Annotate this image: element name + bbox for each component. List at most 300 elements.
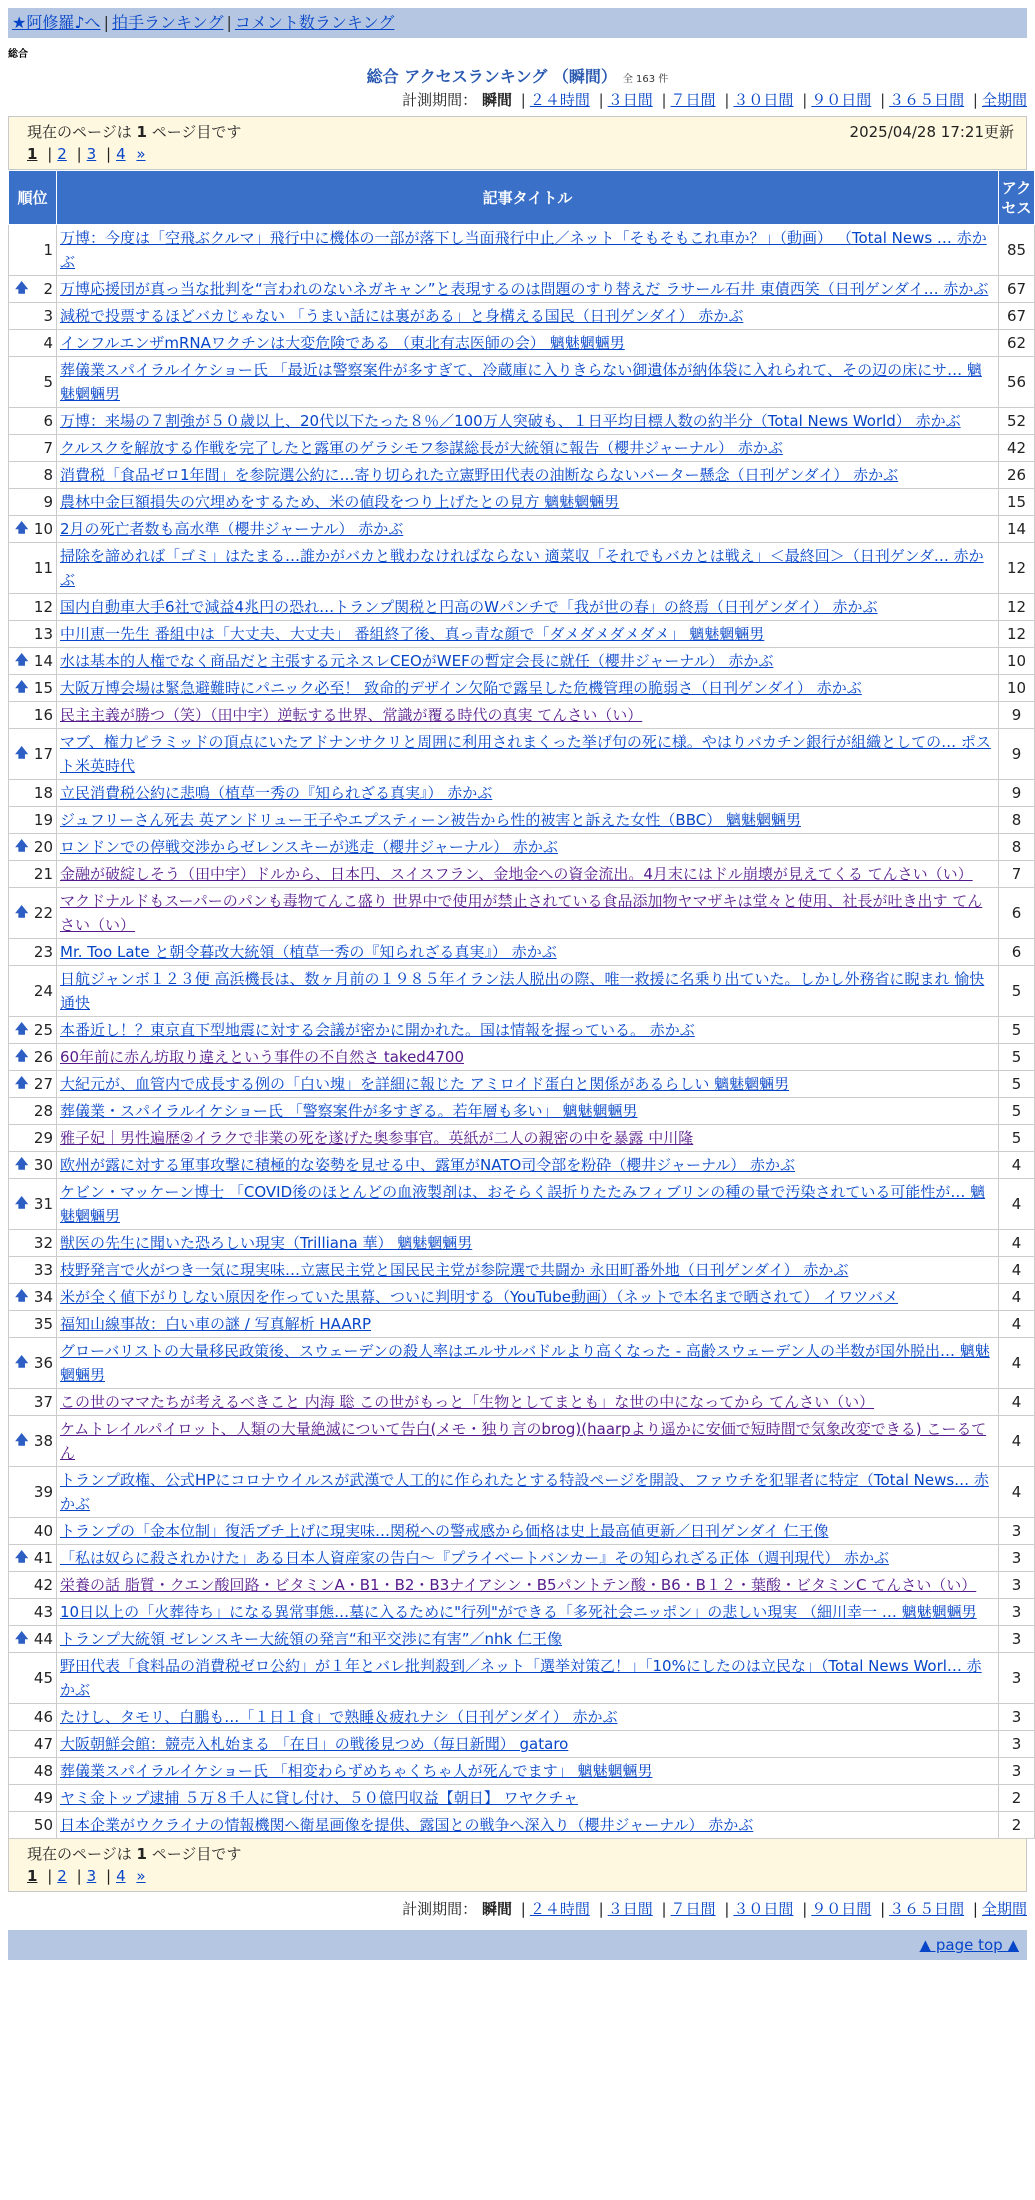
ranking-count: 全 163 件 xyxy=(622,74,669,85)
article-title-link[interactable]: マブ、権力ピラミッドの頂点にいたアドナンサクリと周囲に利用されまくった挙げ句の死に様。やはりバカチン銀行が組織としての… ポスト米英時代 xyxy=(60,733,991,775)
article-title-link[interactable]: ケビン・マッケーン博士 「COVID後のほとんどの血液製剤は、おそらく誤折りたたみフィブリンの種の量で汚染されている可能性が… 魑魅魍魎男 xyxy=(60,1183,986,1225)
article-title-link[interactable]: 60年前に赤ん坊取り違えという事件の不自然さ taked4700 xyxy=(60,1048,465,1066)
rank-cell xyxy=(9,1389,57,1416)
rank-number: 42 xyxy=(33,1576,53,1594)
access-count: 42 xyxy=(999,435,1035,462)
title-cell xyxy=(57,729,999,780)
article-title-link[interactable]: 福知山線事故：白い車の謎 / 写真解析 HAARP xyxy=(60,1315,372,1333)
access-count: 2 xyxy=(999,1812,1035,1839)
table-row xyxy=(9,1518,1035,1545)
access-count: 5 xyxy=(999,1044,1035,1071)
title-cell xyxy=(57,1704,999,1731)
title-cell xyxy=(57,888,999,939)
table-row xyxy=(9,1545,1035,1572)
up-arrow-icon: 🡅 xyxy=(15,680,29,695)
article-title-link[interactable]: 中川恵一先生 番組中は「大丈夫、大丈夫」 番組終了後、真っ青な顔で「ダメダメダメダメ」 魑魅魍魎男 xyxy=(60,625,765,643)
article-title-link[interactable]: 本番近し！？東京直下型地震に対する会議が密かに開かれた。国は情報を握っている。 赤かぶ xyxy=(60,1021,695,1039)
article-title-link[interactable]: ロンドンでの停戦交渉からゼレンスキーが逃走（櫻井ジャーナル） 赤かぶ xyxy=(60,838,558,856)
article-title-link[interactable]: Mr. Too Late と朝令暮改大統領（植草一秀の『知られざる真実』） 赤かぶ xyxy=(60,943,557,961)
period-link-30d[interactable]: ３０日間 xyxy=(733,1900,794,1918)
pager-top: 現在のページは 1 ページ目です 2025/04/28 17:21更新 1 | 2 | 3 | 4 » xyxy=(8,116,1027,170)
rank-number: 38 xyxy=(33,1432,53,1450)
top-nav-bar xyxy=(8,8,1027,38)
rank-cell xyxy=(9,462,57,489)
access-count: 4 xyxy=(999,1230,1035,1257)
rank-number: 31 xyxy=(33,1195,53,1213)
rank-cell xyxy=(9,489,57,516)
ranking-table xyxy=(8,170,1035,1839)
title-cell xyxy=(57,1731,999,1758)
rank-cell xyxy=(9,861,57,888)
table-row xyxy=(9,834,1035,861)
article-title-link[interactable]: 葬儀業スパイラルイケショー氏 「相変わらずめちゃくちゃ人が死んでます」 魑魅魍魎男 xyxy=(60,1762,653,1780)
rank-cell xyxy=(9,1416,57,1467)
table-row xyxy=(9,1179,1035,1230)
access-count: 5 xyxy=(999,1098,1035,1125)
period-link-30d[interactable]: ３０日間 xyxy=(733,91,794,109)
rank-cell xyxy=(9,594,57,621)
title-cell xyxy=(57,1125,999,1152)
title-cell xyxy=(57,1338,999,1389)
article-title-link[interactable]: 獣医の先生に聞いた恐ろしい現実（Trilliana 華） 魑魅魍魎男 xyxy=(60,1234,473,1252)
article-title-link[interactable]: 金融が破綻しそう（田中宇）ドルから、日本円、スイスフラン、金地金への資金流出。4月末にはドル崩壊が見えてくる てんさい（い） xyxy=(60,865,973,883)
page-link-4[interactable]: 4 xyxy=(116,145,126,163)
article-title-link[interactable]: 野田代表「食料品の消費税ゼロ公約」が１年とバレ批判殺到／ネット「選挙対策乙！」「10%にしたのは立民な」（Total News Worl… 赤かぶ xyxy=(60,1657,982,1699)
rank-cell xyxy=(9,1338,57,1389)
rank-number: 32 xyxy=(33,1234,53,1252)
title-cell xyxy=(57,621,999,648)
page-link-2[interactable]: 2 xyxy=(57,145,67,163)
table-row xyxy=(9,1284,1035,1311)
access-count: 85 xyxy=(999,225,1035,276)
rank-number: 13 xyxy=(33,625,53,643)
title-cell xyxy=(57,1071,999,1098)
up-arrow-icon: 🡅 xyxy=(15,1076,29,1091)
header-rank: 順位 xyxy=(9,171,57,225)
article-title-link[interactable]: 民主主義が勝つ（笑）（田中宇）逆転する世界、常識が覆る時代の真実 てんさい（い） xyxy=(60,706,643,724)
table-row xyxy=(9,939,1035,966)
ranking-table-body xyxy=(9,225,1035,1839)
title-cell xyxy=(57,1416,999,1467)
access-count: 4 xyxy=(999,1257,1035,1284)
rank-number: 11 xyxy=(33,559,53,577)
table-row xyxy=(9,357,1035,408)
title-cell xyxy=(57,330,999,357)
article-title-link[interactable]: 雅子妃｜男性遍歴②イラクで非業の死を遂げた奥参事官。英紙が二人の親密の中を暴露 中川隆 xyxy=(60,1129,694,1147)
article-title-link[interactable]: ケムトレイルパイロット、人類の大量絶滅について告白(メモ・独り言のbrog)(haarpより遥かに安価で短時間で気象改変できる) こーるてん xyxy=(60,1420,987,1462)
article-title-link[interactable]: 欧州が露に対する軍事攻撃に積極的な姿勢を見せる中、露軍がNATO司令部を粉砕（櫻井ジャーナル） 赤かぶ xyxy=(60,1156,796,1174)
rank-number: 33 xyxy=(33,1261,53,1279)
rank-cell xyxy=(9,1653,57,1704)
up-arrow-icon: 🡅 xyxy=(15,1022,29,1037)
table-row xyxy=(9,1467,1035,1518)
article-title-link[interactable]: トランプの「金本位制」復活ブチ上げに現実味…関税への警戒感から価格は史上最高値更新／日刊ゲンダイ 仁王像 xyxy=(60,1522,829,1540)
up-arrow-icon: 🡅 xyxy=(15,905,29,920)
up-arrow-icon: 🡅 xyxy=(15,1196,29,1211)
access-count: 14 xyxy=(999,516,1035,543)
access-count: 3 xyxy=(999,1704,1035,1731)
title-cell xyxy=(57,1257,999,1284)
access-count: 5 xyxy=(999,1071,1035,1098)
article-title-link[interactable]: トランプ政権、公式HPにコロナウイルスが武漢で人工的に作られたとする特設ページを開設、ファウチを犯罪者に特定（Total News… 赤かぶ xyxy=(60,1471,989,1513)
table-row xyxy=(9,1572,1035,1599)
access-count: 10 xyxy=(999,648,1035,675)
rank-number: 25 xyxy=(33,1021,53,1039)
table-row xyxy=(9,1785,1035,1812)
up-arrow-icon: 🡅 xyxy=(15,839,29,854)
table-row xyxy=(9,1071,1035,1098)
table-row xyxy=(9,966,1035,1017)
title-cell xyxy=(57,303,999,330)
article-title-link[interactable]: 大阪万博会場は緊急避難時にパニック必至！ 致命的デザイン欠陥で露呈した危機管理の脆弱さ（日刊ゲンダイ） 赤かぶ xyxy=(60,679,862,697)
table-row xyxy=(9,435,1035,462)
page-link-3[interactable]: 3 xyxy=(86,145,97,163)
title-cell xyxy=(57,1653,999,1704)
page-next-link[interactable]: » xyxy=(136,1867,146,1885)
title-cell xyxy=(57,861,999,888)
article-title-link[interactable]: 「私は奴らに殺されかけた」ある日本人資産家の告白～『プライベートバンカー』その知られざる正体（週刊現代） 赤かぶ xyxy=(60,1549,890,1567)
header-count: アクセス xyxy=(999,171,1035,225)
rank-number: 40 xyxy=(33,1522,53,1540)
article-title-link[interactable]: ジュフリーさん死去 英アンドリュー王子やエプスティーン被告から性的被害と訴えた女性（BBC） 魑魅魍魎男 xyxy=(60,811,801,829)
access-count: 26 xyxy=(999,462,1035,489)
rank-number: 4 xyxy=(43,334,53,352)
rank-cell xyxy=(9,543,57,594)
article-title-link[interactable]: グローバリストの大量移民政策後、スウェーデンの殺人率はエルサルバドルより高くなった - 高齢スウェーデン人の半数が国外脱出… 魑魅魍魎男 xyxy=(60,1342,990,1384)
rank-cell xyxy=(9,276,57,303)
rank-cell xyxy=(9,1044,57,1071)
rank-number: 43 xyxy=(33,1603,53,1621)
access-count: 4 xyxy=(999,1311,1035,1338)
rank-cell xyxy=(9,225,57,276)
period-link-3d[interactable]: ３日間 xyxy=(607,91,653,109)
title-cell xyxy=(57,1518,999,1545)
table-row xyxy=(9,621,1035,648)
access-count: 12 xyxy=(999,594,1035,621)
page-link-2[interactable]: 2 xyxy=(57,1867,67,1885)
article-title-link[interactable]: たけし、タモリ、白鵬も…「１日１食」で熟睡＆疲れナシ（日刊ゲンダイ） 赤かぶ xyxy=(60,1708,618,1726)
rank-cell xyxy=(9,1257,57,1284)
article-title-link[interactable]: 日航ジャンボ１２３便 高浜機長は、数ヶ月前の１９８５年イラン法人脱出の際、唯一救援に名乗り出ていた。しかし外務省に睨まれ 愉快通快 xyxy=(60,970,985,1012)
title-cell xyxy=(57,462,999,489)
title-cell xyxy=(57,1758,999,1785)
title-cell xyxy=(57,1179,999,1230)
rank-cell xyxy=(9,1704,57,1731)
page-current: 1 xyxy=(27,145,38,163)
article-title-link[interactable]: 大阪朝鮮会館：競売入札始まる 「在日」の戦後見つめ（毎日新聞） gataro xyxy=(60,1735,569,1753)
rank-cell xyxy=(9,1098,57,1125)
rank-number: 19 xyxy=(33,811,53,829)
up-arrow-icon: 🡅 xyxy=(15,1289,29,1304)
article-title-link[interactable]: 掃除を諦めれば「ゴミ」はたまる…誰かがバカと戦わなければならない 適菜収「それでもバカとは戦え」＜最終回＞（日刊ゲンダ… 赤かぶ xyxy=(60,547,984,589)
rank-cell xyxy=(9,1626,57,1653)
title-cell xyxy=(57,594,999,621)
rank-cell xyxy=(9,1785,57,1812)
table-row xyxy=(9,1416,1035,1467)
period-link-all[interactable]: 全期間 xyxy=(981,91,1027,109)
nav-clap-ranking-link[interactable]: 拍手ランキング xyxy=(111,13,224,32)
period-label: 計測期間： xyxy=(402,1900,478,1918)
article-title-link[interactable]: 栄養の話 脂質・クエン酸回路・ビタミンA・B1・B2・B3ナイアシン・B5パントテン酸・B6・B１２・葉酸・ビタミンC てんさい（い） xyxy=(60,1576,977,1594)
rank-number: 1 xyxy=(43,241,53,259)
page-current: 1 xyxy=(27,1867,38,1885)
period-link-90d[interactable]: ９０日間 xyxy=(811,1900,872,1918)
title-cell xyxy=(57,357,999,408)
table-row xyxy=(9,702,1035,729)
title-cell xyxy=(57,408,999,435)
rank-number: 27 xyxy=(33,1075,53,1093)
article-title-link[interactable]: 米が全く値下がりしない原因を作っていた黒幕、ついに判明する（YouTube動画）（ネットで本名まで晒されて） イワツバメ xyxy=(60,1288,898,1306)
rank-number: 14 xyxy=(33,652,53,670)
rank-cell xyxy=(9,1731,57,1758)
period-link-7d[interactable]: ７日間 xyxy=(670,91,716,109)
table-row xyxy=(9,276,1035,303)
access-count: 67 xyxy=(999,303,1035,330)
footer-bar xyxy=(8,1930,1027,1960)
table-row xyxy=(9,1758,1035,1785)
table-row xyxy=(9,1626,1035,1653)
period-label: 計測期間： xyxy=(402,91,478,109)
rank-cell xyxy=(9,1758,57,1785)
up-arrow-icon: 🡅 xyxy=(15,1631,29,1646)
access-count: 3 xyxy=(999,1599,1035,1626)
period-link-365d[interactable]: ３６５日間 xyxy=(889,1900,965,1918)
access-count: 5 xyxy=(999,1017,1035,1044)
period-selector-bottom: 計測期間： 瞬間 | ２４時間 | ３日間 | ７日間 | ３０日間 | ９０日間 | ３６５日間 | 全期間 xyxy=(402,1900,1027,1918)
rank-number: 12 xyxy=(33,598,53,616)
access-count: 6 xyxy=(999,888,1035,939)
access-count: 3 xyxy=(999,1572,1035,1599)
title-cell xyxy=(57,1785,999,1812)
table-row xyxy=(9,1653,1035,1704)
table-row xyxy=(9,330,1035,357)
rank-number: 29 xyxy=(33,1129,53,1147)
access-count: 5 xyxy=(999,966,1035,1017)
rank-cell xyxy=(9,435,57,462)
access-count: 52 xyxy=(999,408,1035,435)
updated-timestamp: 2025/04/28 17:21更新 xyxy=(849,123,1014,141)
article-title-link[interactable]: 減税で投票するほどバカじゃない 「うまい話には裏がある」と身構える国民（日刊ゲンダイ） 赤かぶ xyxy=(60,307,744,325)
rank-number: 8 xyxy=(43,466,53,484)
access-count: 3 xyxy=(999,1626,1035,1653)
article-title-link[interactable]: 水は基本的人権でなく商品だと主張する元ネスレCEOがWEFの暫定会長に就任（櫻井ジャーナル） 赤かぶ xyxy=(60,652,774,670)
up-arrow-icon: 🡅 xyxy=(15,281,29,296)
rank-number: 3 xyxy=(43,307,53,325)
article-title-link[interactable]: 立民消費税公約に悲鳴（植草一秀の『知られざる真実』） 赤かぶ xyxy=(60,784,493,802)
rank-number: 48 xyxy=(33,1762,53,1780)
rank-cell xyxy=(9,1467,57,1518)
period-link-all[interactable]: 全期間 xyxy=(981,1900,1027,1918)
access-count: 2 xyxy=(999,1785,1035,1812)
rank-cell xyxy=(9,729,57,780)
rank-cell xyxy=(9,807,57,834)
article-title-link[interactable]: インフルエンザmRNAワクチンは大変危険である （東北有志医師の会） 魑魅魍魎男 xyxy=(60,334,625,352)
rank-cell xyxy=(9,1152,57,1179)
page-link-3[interactable]: 3 xyxy=(86,1867,97,1885)
table-row xyxy=(9,1125,1035,1152)
up-arrow-icon: 🡅 xyxy=(15,521,29,536)
article-title-link[interactable]: 消費税「食品ゼロ1年間」を参院選公約に…寄り切られた立憲野田代表の油断ならないバーター懸念（日刊ゲンダイ） 赤かぶ xyxy=(60,466,899,484)
title-cell xyxy=(57,1599,999,1626)
rank-cell xyxy=(9,408,57,435)
rank-cell xyxy=(9,357,57,408)
table-row xyxy=(9,807,1035,834)
title-cell xyxy=(57,780,999,807)
title-cell xyxy=(57,1311,999,1338)
rank-number: 6 xyxy=(43,412,53,430)
rank-cell xyxy=(9,1125,57,1152)
table-row xyxy=(9,516,1035,543)
article-title-link[interactable]: ヤミ金トップ逮捕 ５万８千人に貸し付け、５０億円収益【朝日】 ワヤクチャ xyxy=(60,1789,579,1807)
header-title: 記事タイトル xyxy=(57,171,999,225)
title-cell xyxy=(57,225,999,276)
title-cell xyxy=(57,1626,999,1653)
table-row xyxy=(9,303,1035,330)
ranking-title: 総合 アクセスランキング （瞬間） xyxy=(366,67,617,86)
article-title-link[interactable]: トランプ大統領 ゼレンスキー大統領の発言“和平交渉に有害”／nhk 仁王像 xyxy=(60,1630,562,1648)
period-link-3d[interactable]: ３日間 xyxy=(607,1900,653,1918)
access-count: 3 xyxy=(999,1518,1035,1545)
rank-number: 22 xyxy=(33,904,53,922)
table-row xyxy=(9,1311,1035,1338)
title-cell xyxy=(57,1812,999,1839)
title-cell xyxy=(57,1284,999,1311)
table-row xyxy=(9,1152,1035,1179)
article-title-link[interactable]: 10日以上の「火葬待ち」になる異常事態…墓に入るために"行列"ができる「多死社会ニッポン」の悲しい現実 （細川幸一 … 魑魅魍魎男 xyxy=(60,1603,977,1621)
article-title-link[interactable]: 農林中金巨額損失の穴埋めをするため、米の値段をつり上げたとの見方 魑魅魍魎男 xyxy=(60,493,620,511)
period-link-365d[interactable]: ３６５日間 xyxy=(889,91,965,109)
title-cell xyxy=(57,702,999,729)
period-link-24h[interactable]: ２４時間 xyxy=(529,91,590,109)
access-count: 7 xyxy=(999,861,1035,888)
article-title-link[interactable]: 葬儀業スパイラルイケショー氏 「最近は警察案件が多すぎて、冷蔵庫に入りきらない御遺体が納体袋に入れられて、その辺の床にサ… 魑魅魍魎男 xyxy=(60,361,982,403)
rank-number: 20 xyxy=(33,838,53,856)
title-cell xyxy=(57,489,999,516)
article-title-link[interactable]: 万博応援団が真っ当な批判を“言われのないネガキャン”と表現するのは問題のすり替えだ ラサール石井 東債西笑（日刊ゲンダイ… 赤かぶ xyxy=(60,280,989,298)
table-row xyxy=(9,1044,1035,1071)
table-header-row xyxy=(9,171,1035,225)
rank-cell xyxy=(9,675,57,702)
rank-number: 35 xyxy=(33,1315,53,1333)
up-arrow-icon: 🡅 xyxy=(15,1355,29,1370)
rank-number: 46 xyxy=(33,1708,53,1726)
rank-cell xyxy=(9,1518,57,1545)
table-row xyxy=(9,1704,1035,1731)
article-title-link[interactable]: 2月の死亡者数も高水準（櫻井ジャーナル） 赤かぶ xyxy=(60,520,404,538)
rank-number: 30 xyxy=(33,1156,53,1174)
rank-cell xyxy=(9,330,57,357)
rank-cell xyxy=(9,303,57,330)
rank-cell xyxy=(9,1017,57,1044)
current-page-text: 現在のページは 1 ページ目です xyxy=(27,1845,242,1863)
access-count: 3 xyxy=(999,1758,1035,1785)
period-current: 瞬間 xyxy=(481,1900,512,1918)
rank-cell xyxy=(9,1599,57,1626)
access-count: 4 xyxy=(999,1467,1035,1518)
table-row xyxy=(9,1338,1035,1389)
rank-cell xyxy=(9,702,57,729)
rank-number: 41 xyxy=(33,1549,53,1567)
rank-cell xyxy=(9,1812,57,1839)
access-count: 3 xyxy=(999,1653,1035,1704)
article-title-link[interactable]: 枝野発言で火がつき一気に現実味…立憲民主党と国民民主党が参院選で共闘か 永田町番外地（日刊ゲンダイ） 赤かぶ xyxy=(60,1261,849,1279)
table-row xyxy=(9,225,1035,276)
rank-number: 15 xyxy=(33,679,53,697)
title-cell xyxy=(57,1017,999,1044)
access-count: 62 xyxy=(999,330,1035,357)
ranking-title-block xyxy=(8,66,1027,88)
access-count: 4 xyxy=(999,1179,1035,1230)
article-title-link[interactable]: マクドナルドもスーパーのパンも毒物てんこ盛り 世界中で使用が禁止されている食品添加物ヤマザキは堂々と使用、社長が吐き出す てんさい（い） xyxy=(60,892,983,934)
rank-cell xyxy=(9,834,57,861)
rank-cell xyxy=(9,1230,57,1257)
period-selector-top: 計測期間： 瞬間 | ２４時間 | ３日間 | ７日間 | ３０日間 | ９０日間 | ３６５日間 | 全期間 xyxy=(402,91,1027,109)
rank-number: 26 xyxy=(33,1048,53,1066)
table-row xyxy=(9,594,1035,621)
rank-number: 7 xyxy=(43,439,53,457)
nav-home-link[interactable]: ★阿修羅♪へ xyxy=(12,13,101,32)
period-current: 瞬間 xyxy=(481,91,512,109)
current-page-text: 現在のページは 1 ページ目です xyxy=(27,123,242,141)
article-title-link[interactable]: 万博：来場の７割強が５０歳以上、20代以下たった８％／100万人突破も、１日平均目標人数の約半分（Total News World） 赤かぶ xyxy=(60,412,961,430)
article-title-link[interactable]: 日本企業がウクライナの情報機関へ衛星画像を提供、露国との戦争へ深入り（櫻井ジャーナル） 赤かぶ xyxy=(60,1816,754,1834)
pager-bottom: 現在のページは 1 ページ目です 1 | 2 | 3 | 4 » xyxy=(8,1839,1027,1892)
period-link-7d[interactable]: ７日間 xyxy=(670,1900,716,1918)
table-row xyxy=(9,729,1035,780)
access-count: 4 xyxy=(999,1416,1035,1467)
access-count: 3 xyxy=(999,1731,1035,1758)
table-row xyxy=(9,861,1035,888)
nav-comment-ranking-link[interactable]: コメント数ランキング xyxy=(234,13,395,32)
title-cell xyxy=(57,939,999,966)
page-link-4[interactable]: 4 xyxy=(116,1867,126,1885)
page-next-link[interactable]: » xyxy=(136,145,146,163)
rank-cell xyxy=(9,966,57,1017)
article-title-link[interactable]: 万博：今度は「空飛ぶクルマ」飛行中に機体の一部が落下し当面飛行中止／ネット「そもそもこれ車か？」（動画） （Total News … 赤かぶ xyxy=(60,229,987,271)
rank-number: 45 xyxy=(33,1669,53,1687)
access-count: 5 xyxy=(999,1125,1035,1152)
article-title-link[interactable]: クルスクを解放する作戦を完了したと露軍のゲラシモフ参謀総長が大統領に報告（櫻井ジャーナル） 赤かぶ xyxy=(60,439,783,457)
rank-cell xyxy=(9,939,57,966)
article-title-link[interactable]: この世のママたちが考えるべきこと 内海 聡 この世がもっと「生物としてまとも」な世の中になってから てんさい（い） xyxy=(60,1393,875,1411)
table-row xyxy=(9,888,1035,939)
title-cell xyxy=(57,1230,999,1257)
table-row xyxy=(9,408,1035,435)
rank-number: 18 xyxy=(33,784,53,802)
rank-cell xyxy=(9,1572,57,1599)
page-top-link[interactable]: ▲ page top ▲ xyxy=(919,1936,1019,1954)
title-cell xyxy=(57,966,999,1017)
access-count: 15 xyxy=(999,489,1035,516)
table-row xyxy=(9,1389,1035,1416)
rank-cell xyxy=(9,1311,57,1338)
title-cell xyxy=(57,543,999,594)
article-title-link[interactable]: 葬儀業・スパイラルイケショー氏 「警察案件が多すぎる。若年層も多い」 魑魅魍魎男 xyxy=(60,1102,638,1120)
rank-number: 49 xyxy=(33,1789,53,1807)
article-title-link[interactable]: 大紀元が、血管内で成長する例の「白い塊」を詳細に報じた アミロイド蛋白と関係があるらしい 魑魅魍魎男 xyxy=(60,1075,790,1093)
period-link-90d[interactable]: ９０日間 xyxy=(811,91,872,109)
rank-number: 5 xyxy=(43,373,53,391)
rank-number: 34 xyxy=(33,1288,53,1306)
up-arrow-icon: 🡅 xyxy=(15,1049,29,1064)
access-count: 4 xyxy=(999,1152,1035,1179)
article-title-link[interactable]: 国内自動車大手6社で減益4兆円の恐れ…トランプ関税と円高のWパンチで「我が世の春」の終焉（日刊ゲンダイ） 赤かぶ xyxy=(60,598,878,616)
table-row xyxy=(9,462,1035,489)
period-link-24h[interactable]: ２４時間 xyxy=(529,1900,590,1918)
table-row xyxy=(9,675,1035,702)
rank-number: 47 xyxy=(33,1735,53,1753)
rank-cell xyxy=(9,621,57,648)
